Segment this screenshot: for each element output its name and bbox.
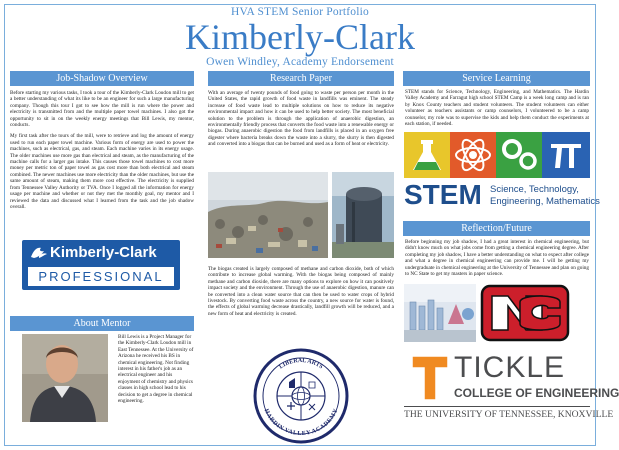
tickle-divider — [404, 406, 590, 407]
seal-top-text: LIBERAL ARTS — [278, 357, 324, 371]
lab-photo — [404, 284, 476, 342]
stem-logo — [404, 132, 600, 214]
job-shadow-text — [10, 90, 194, 215]
stem-icons — [404, 132, 590, 178]
kimberly-clark-logo — [22, 240, 180, 290]
reflection-text: Before beginning my job shadow, I had a great interest in chemical engineering, but didn't know much on what jobs come from getting a chemical engineering degree. After completing my job shadow, I have a better understanding on what to expect after college and what a degree in chemical engineering can provide me. I will be getting my undergraduate in chemical engineering at the University of Tennessee and plan on going to NC State to get my masters in paper science. — [405, 239, 589, 278]
poster-header — [0, 0, 600, 68]
reflection-heading: Reflection/Future — [403, 221, 590, 236]
mentor-bio: Bill Lewis is a Project Manager for the Kimberly-Clark Loudon mill in East Tennessee. At the University of Arizona he received his BS in chemical engineering. Not finding interest in his father's job as an electrical engineer and his enjoyment of chemistry and physics classes in high school lead to his decision to get a degree in chemical engineering. — [118, 334, 194, 405]
portfolio-kicker: HVA STEM Senior Portfolio — [230, 6, 369, 18]
research-paragraph-1: With an average of twenty pounds of food going to waste per person per month in the United States, the rapid growth of food waste in landfills was eminent. The steady increase of food waste lead to multiple solutions on how to reduce its negative environmental impact and how it can be used to help better society. The most beneficial solution to the problem is through the application of anaerobic digestion, an environmentally friendly process that converts the food waste into a renewable energy or biogas. During anaerobic digestion the food from landfills is placed in an oxygen free digester where bacteria breaks down the waste into a slurry, the slurry is then digested and converted into a biogas that can be burned and used as a form of heat or electricity. — [208, 90, 394, 148]
nc-state-logo — [480, 284, 570, 342]
kc-tagline: PROFESSIONAL — [28, 267, 174, 286]
tickle-engineering-logo — [404, 350, 619, 428]
stem-line-1: Science, Technology, — [490, 184, 579, 195]
hardin-valley-seal — [253, 348, 349, 444]
research-heading: Research Paper — [208, 71, 394, 86]
kc-bird-icon — [30, 245, 48, 261]
landfill-photo — [208, 172, 328, 258]
power-t-icon — [410, 354, 450, 402]
research-paragraph-2: The biogas created is largely composed of methane and carbon dioxide, both of which contribute to increase global warming. With the biogas being composed of mainly methane and carbon dioxide, there are many options to explore on how it can positively impact society and the environment. Through the use of anaerobic digestion, manure can be converted into a clean water source that can then be used to water crops of hybrid livestock. By converting food waste across the country, a new source for water is found, the effects of global warming decrease drastically, landfill growth will be reduced, and a new form of heat and electricity is created. — [208, 266, 394, 317]
mentor-photo — [22, 334, 108, 422]
digester-photo — [332, 172, 394, 258]
service-text: STEM stands for Science, Technology, Engineering, and Mathematics. The Hardin Valley Academy and Farragut high school STEM Camp is a week long camp and is ran by Knox County teachers and student volunteers. The student volunteers can either volunteer as teachers assistants or camp counselors, I volunteered to be a camp counselor, my role was to supervise the kids and help them conduct the experiments at each station, if needed. — [405, 89, 589, 128]
tickle-name: TICKLE — [454, 351, 566, 384]
kc-brand-text: Kimberly-Clark — [50, 244, 157, 261]
service-heading: Service Learning — [403, 71, 590, 86]
job-shadow-paragraph: Before starting my various tasks, I took a tour of the Kimberly-Clark Loudon mill to get a better understanding of what its like to be an engineer for such a large manufacturing company. Though this tour I got to see how the mill is run where the power and electricity is transmitted from and the multiple paper towel machines. I also got the opportunity to sit in on the weekly energy meetings that Bill Lewis, my mentor, conducts. — [10, 90, 194, 129]
mentor-heading: About Mentor — [10, 316, 194, 331]
seal-bottom-text: HARDIN VALLEY ACADEMY — [262, 408, 340, 438]
job-shadow-heading: Job-Shadow Overview — [10, 71, 194, 86]
stem-line-2: Engineering, Mathematics — [490, 196, 600, 207]
stem-word: STEM — [404, 179, 482, 210]
poster-subtitle: Owen Windley, Academy Endorsement — [206, 56, 394, 68]
poster-title: Kimberly-Clark — [185, 17, 415, 57]
job-shadow-paragraph: My first task after the tours of the mill, were to retrieve and log the amount of energy used to run each paper towel machine. Various form of energy are used to power the machines, such as electrical, gas, and steam. Each machine varies in its energy usage. The older machines use more gas than electrical and steam, as the manufacturing of the machine calls for a larger gas intake. This causes those towel machines to cost more money per metric ton of paper towel as gas cost more than both electrical and steam combined. The newer machines use more electricity than the older machines, but use the same amount of steam, making them more cost effective. The electricity is supplied from Tennessee Valley Authority or TVA. Once I logged all the information for energy usage per machine and whether or not they met the monthly goal, my mentor and I reviewed the data and discussed what I learned from the task and the job shadow overall. — [10, 133, 194, 210]
tickle-college: COLLEGE OF ENGINEERING — [454, 386, 619, 400]
tickle-university: THE UNIVERSITY OF TENNESSEE, KNOXVILLE — [404, 409, 614, 420]
